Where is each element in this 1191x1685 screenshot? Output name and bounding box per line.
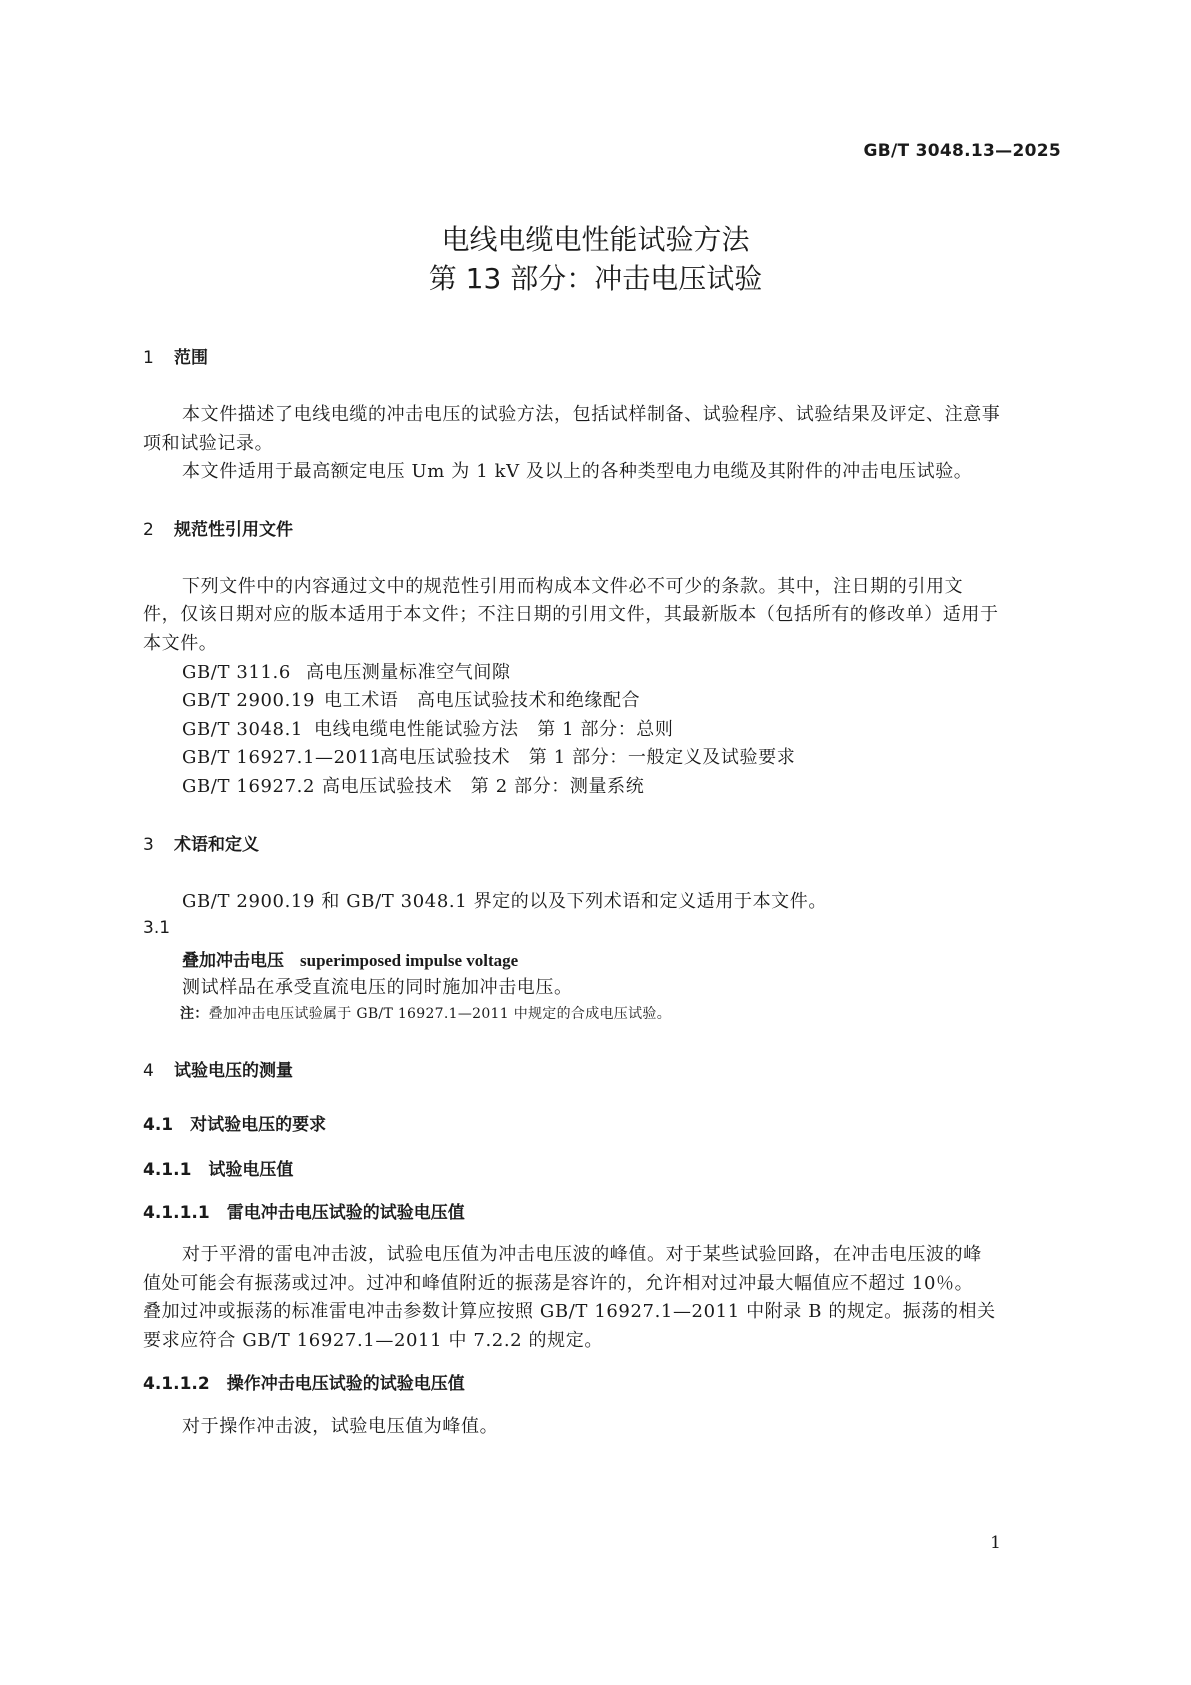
subsection-4-1-heading: 4.1 对试验电压的要求: [143, 1115, 327, 1135]
subsection-4-1-1-1-heading: 4.1.1.1 雷电冲击电压试验的试验电压值: [143, 1203, 465, 1223]
reference-item: [182, 715, 674, 741]
section-3-title: 术语和定义: [174, 835, 259, 855]
reference-item: [182, 686, 640, 712]
s2-paragraph-line-3: 本文件。: [143, 633, 218, 654]
section-1-number: 1: [143, 348, 154, 368]
document-number: GB/T 3048.13—2025: [863, 141, 1061, 161]
section-3-heading: [143, 830, 259, 855]
term-number: 3.1: [143, 918, 171, 938]
reference-code: GB/T 16927.1—2011: [182, 747, 382, 768]
s2-paragraph-line-1: 下列文件中的内容通过文中的规范性引用而构成本文件必不可少的条款。其中，注日期的引用文: [182, 576, 964, 597]
section-2-heading: [143, 515, 293, 540]
term-english: superimposed impulse voltage: [300, 951, 519, 970]
section-1-title: 范围: [174, 348, 208, 368]
reference-title: 高电压试验技术 第 2 部分：测量系统: [322, 776, 645, 797]
reference-title: 高电压测量标准空气间隙: [306, 662, 511, 683]
reference-title: 电工术语 高电压试验技术和绝缘配合: [324, 690, 641, 711]
section-4-number: 4: [143, 1061, 154, 1081]
note-text: 叠加冲击电压试验属于 GB/T 16927.1—2011 中规定的合成电压试验。: [208, 1006, 672, 1022]
s4111-paragraph-line-1: 对于平滑的雷电冲击波，试验电压值为冲击电压波的峰值。对于某些试验回路，在冲击电压波的峰: [182, 1244, 982, 1265]
reference-item: [182, 772, 644, 798]
s2-paragraph-line-2: 件，仅该日期对应的版本适用于本文件；不注日期的引用文件，其最新版本（包括所有的修改单）适用于: [143, 604, 999, 625]
s4111-paragraph-line-4: 要求应符合 GB/T 16927.1—2011 中 7.2.2 的规定。: [143, 1330, 603, 1351]
subsection-4-1-1-2-heading: 4.1.1.2 操作冲击电压试验的试验电压值: [143, 1374, 465, 1394]
note: [180, 1003, 671, 1023]
reference-code: GB/T 3048.1: [182, 719, 303, 740]
section-2-title: 规范性引用文件: [174, 520, 293, 540]
reference-item: [182, 743, 795, 769]
s1-paragraph-2: 本文件适用于最高额定电压 Um 为 1 kV 及以上的各种类型电力电缆及其附件的冲击电压试验。: [182, 461, 973, 482]
s4111-paragraph-line-3: 叠加过冲或振荡的标准雷电冲击参数计算应按照 GB/T 16927.1—2011 中附录 B 的规定。振荡的相关: [143, 1301, 996, 1322]
section-3-number: 3: [143, 835, 154, 855]
section-2-number: 2: [143, 520, 154, 540]
page-number: 1: [990, 1533, 1001, 1553]
s1-paragraph-1-line-1: 本文件描述了电线电缆的冲击电压的试验方法，包括试样制备、试验程序、试验结果及评定、注意事: [182, 404, 1001, 425]
s1-paragraph-1-line-2: 项和试验记录。: [143, 433, 274, 454]
reference-code: GB/T 16927.2: [182, 776, 316, 797]
note-label: 注：: [180, 1006, 209, 1022]
section-4-title: 试验电压的测量: [174, 1061, 293, 1081]
reference-code: GB/T 311.6: [182, 662, 291, 683]
s4112-paragraph: 对于操作冲击波，试验电压值为峰值。: [182, 1416, 499, 1437]
s3-paragraph: GB/T 2900.19 和 GB/T 3048.1 界定的以及下列术语和定义适用于本文件。: [182, 891, 827, 912]
subsection-4-1-1-heading: 4.1.1 试验电压值: [143, 1160, 294, 1180]
title-line-1: 电线电缆电性能试验方法: [441, 223, 750, 256]
section-4-heading: [143, 1056, 293, 1081]
reference-title: 电线电缆电性能试验方法 第 1 部分：总则: [314, 719, 674, 740]
reference-title: 高电压试验技术 第 1 部分：一般定义及试验要求: [380, 747, 796, 768]
title-line-2: 第 13 部分：冲击电压试验: [428, 262, 763, 295]
reference-code: GB/T 2900.19: [182, 690, 316, 711]
s4111-paragraph-line-2: 值处可能会有振荡或过冲。过冲和峰值附近的振荡是容许的，允许相对过冲最大幅值应不超过 10％。: [143, 1273, 974, 1294]
term-definition: 测试样品在承受直流电压的同时施加冲击电压。: [182, 977, 573, 998]
section-1-heading: [143, 343, 208, 368]
term-chinese: 叠加冲击电压: [182, 951, 284, 971]
term-entry: [182, 946, 518, 971]
reference-item: [182, 658, 511, 684]
